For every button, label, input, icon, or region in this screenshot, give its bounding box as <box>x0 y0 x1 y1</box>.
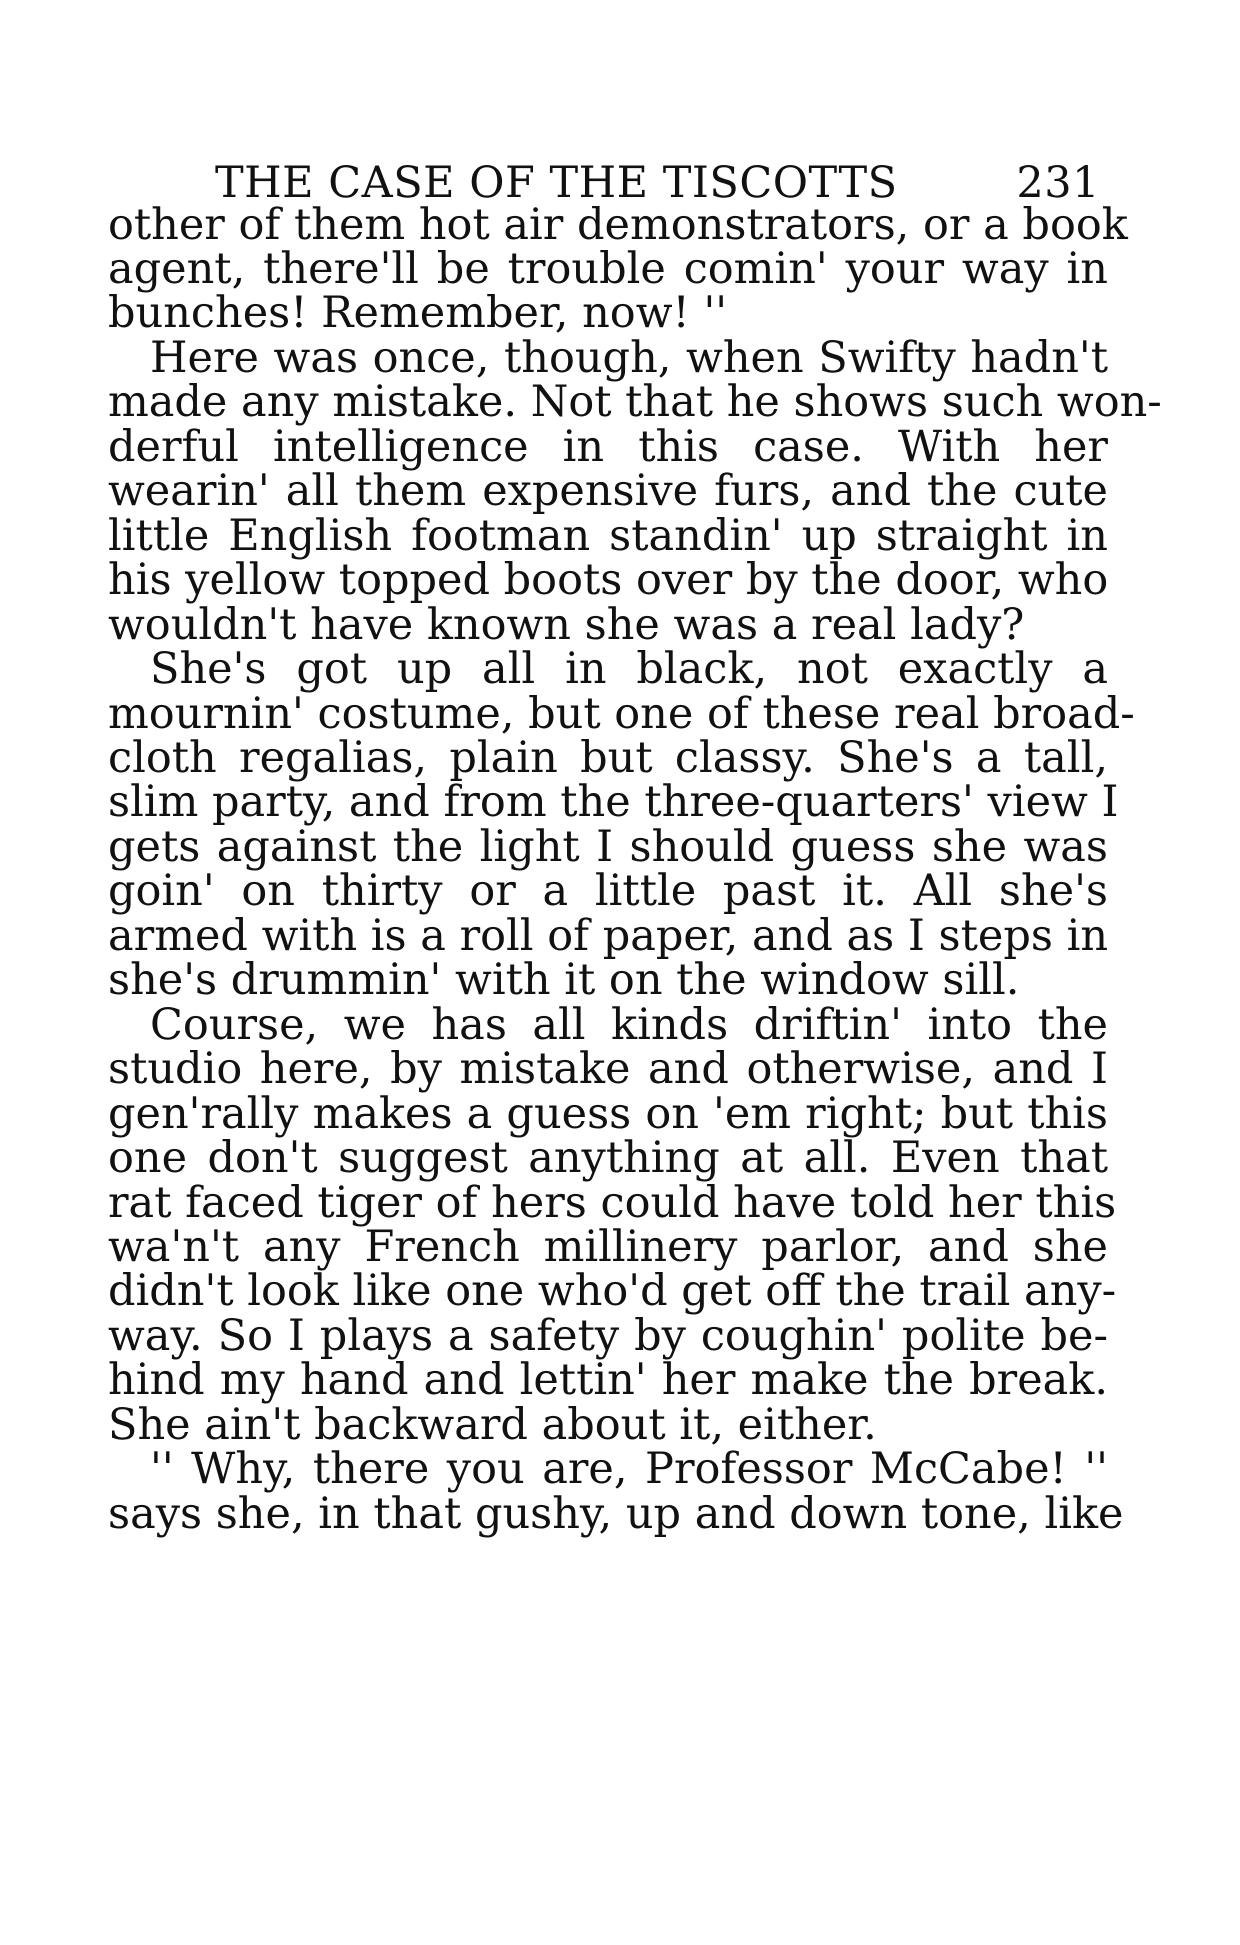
text-line: wa'n't any French millinery parlor, and she <box>108 1222 1108 1272</box>
text-line: goin' on thirty or a little past it. All she's <box>108 866 1108 916</box>
text-line: She ain't backward about it, either. <box>108 1400 877 1450</box>
text-line: '' Why, there you are, Professor McCabe! '' <box>150 1444 1108 1494</box>
text-line: mournin' costume, but one of these real broad- <box>108 689 1135 739</box>
text-line: Here was once, though, when Swifty hadn't <box>150 333 1108 383</box>
text-line: wearin' all them expensive furs, and the cute <box>108 466 1108 516</box>
text-line: studio here, by mistake and otherwise, and I <box>108 1044 1108 1094</box>
text-line: cloth regalias, plain but classy. She's a tall, <box>108 733 1108 783</box>
text-line: made any mistake. Not that he shows such won- <box>108 377 1162 427</box>
text-line: derful intelligence in this case. With her <box>108 422 1108 472</box>
text-line: wouldn't have known she was a real lady? <box>108 600 1025 650</box>
text-line: armed with is a roll of paper, and as I steps in <box>108 911 1109 961</box>
text-line: says she, in that gushy, up and down tone, like <box>108 1489 1124 1539</box>
text-line: his yellow topped boots over by the door, who <box>108 555 1109 605</box>
text-line: she's drummin' with it on the window sill. <box>108 955 1020 1005</box>
text-line: hind my hand and lettin' her make the break. <box>108 1355 1108 1405</box>
text-line: rat faced tiger of hers could have told her this <box>108 1178 1117 1228</box>
text-line: little English footman standin' up straight in <box>108 511 1108 561</box>
text-line: slim party, and from the three-quarters' view I <box>108 777 1119 827</box>
text-line: gets against the light I should guess she was <box>108 822 1108 872</box>
text-line: one don't suggest anything at all. Even that <box>108 1133 1108 1183</box>
text-line: Course, we has all kinds driftin' into the <box>150 1000 1108 1050</box>
text-line: gen'rally makes a guess on 'em right; but this <box>108 1089 1108 1139</box>
text-line: other of them hot air demonstrators, or a book <box>108 200 1128 250</box>
text-line: bunches! Remember, now! '' <box>108 288 728 338</box>
text-line: didn't look like one who'd get off the trail any- <box>108 1266 1117 1316</box>
text-line: She's got up all in black, not exactly a <box>150 644 1108 694</box>
text-line: agent, there'll be trouble comin' your way in <box>108 244 1108 294</box>
page-number: 231 <box>1016 158 1100 208</box>
text-line: way. So I plays a safety by coughin' polite be- <box>108 1311 1108 1361</box>
chapter-title: THE CASE OF THE TISCOTTS <box>215 158 898 208</box>
